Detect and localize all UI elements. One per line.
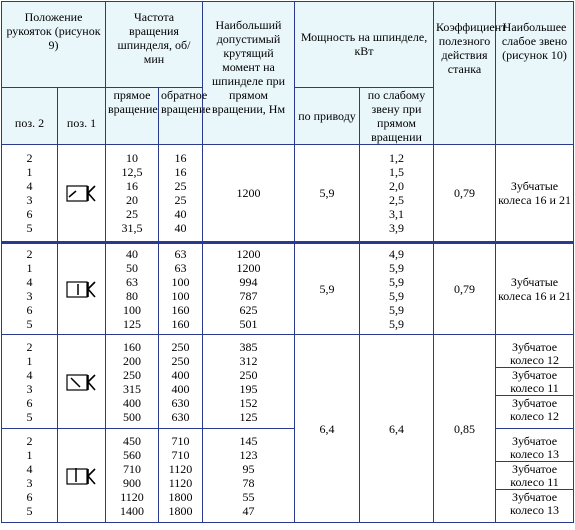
lever-up-icon — [65, 465, 99, 487]
group4-weak-links — [496, 429, 574, 523]
lever-vertical-icon — [65, 278, 99, 300]
cell-value: 125 — [123, 317, 141, 331]
cell-value: 250 — [239, 367, 258, 382]
group34-power-weak: 6,4 — [360, 335, 434, 523]
cell-value: 63 — [126, 275, 138, 289]
cell-value: 40 — [174, 207, 187, 221]
cell-value: 25 — [174, 179, 187, 193]
cell-value: 40 — [174, 221, 187, 235]
cell-value: 145 — [239, 433, 258, 448]
cell-value: 630 — [171, 395, 190, 410]
header-weakest-link — [496, 2, 574, 145]
header-max-torque — [203, 2, 295, 145]
group4-torque — [203, 429, 295, 523]
weak-link-item: Зубчатое колесо 12 — [496, 340, 573, 368]
group3-forward — [106, 335, 159, 429]
group4-reverse — [159, 429, 203, 523]
cell-value: 5,9 — [389, 275, 404, 289]
group1-power-weak — [360, 145, 434, 243]
cell-value: 3 — [26, 193, 33, 207]
cell-value: 47 — [242, 503, 255, 518]
group2-forward — [106, 243, 159, 335]
cell-value: 152 — [239, 395, 258, 410]
lever-down-left-icon — [65, 371, 99, 393]
cell-value: 78 — [242, 475, 255, 490]
group3-reverse — [159, 335, 203, 429]
cell-value: 710 — [123, 461, 141, 476]
cell-value: 625 — [239, 303, 258, 317]
group1-torque: 1200 — [203, 145, 295, 243]
spindle-speed-table — [1, 1, 574, 523]
cell-value: 710 — [171, 447, 190, 462]
group2-pos2 — [2, 243, 58, 335]
cell-value: 315 — [123, 381, 141, 396]
cell-value: 1200 — [236, 247, 261, 261]
group4-lever — [58, 429, 106, 523]
cell-value: 3 — [26, 381, 33, 396]
group3-lever — [58, 335, 106, 429]
cell-value: 5,9 — [389, 317, 404, 331]
weak-link-item: Зубчатое колесо 13 — [496, 434, 573, 462]
group1-weak-link: Зубчатые колеса 16 и 21 — [496, 145, 574, 243]
cell-value: 6 — [26, 489, 33, 504]
cell-value: 560 — [123, 447, 141, 462]
header-pos2-text: поз. 2 — [14, 116, 45, 130]
cell-value: 10 — [126, 151, 138, 165]
cell-value: 200 — [123, 353, 141, 368]
cell-value: 2 — [26, 247, 33, 261]
cell-value: 2,0 — [389, 179, 404, 193]
cell-value: 1,5 — [389, 165, 404, 179]
cell-value: 50 — [126, 261, 138, 275]
header-reverse — [159, 88, 211, 145]
cell-value: 4 — [26, 461, 33, 476]
cell-value: 5 — [26, 503, 33, 518]
cell-value: 400 — [123, 395, 141, 410]
cell-value: 400 — [171, 367, 190, 382]
header-max-torque-text: Наибольший допустимый крутящий момент на шпинделе при прямом вращении, Нм — [211, 18, 286, 116]
cell-value: 4 — [26, 275, 33, 289]
cell-value: 1,2 — [389, 151, 404, 165]
cell-value: 6 — [26, 303, 33, 317]
header-forward — [106, 88, 159, 145]
cell-value: 250 — [171, 339, 190, 354]
header-handle-position-text: Положение рукояток (рисунок 9) — [6, 10, 101, 52]
group2-lever — [58, 243, 106, 335]
group2-reverse — [159, 243, 203, 335]
cell-value: 3 — [26, 289, 33, 303]
cell-value: 501 — [239, 317, 258, 331]
group4-pos2 — [2, 429, 58, 523]
lever-up-right-icon — [65, 182, 99, 204]
cell-value: 31,5 — [121, 221, 143, 235]
cell-value: 20 — [126, 193, 138, 207]
group1-reverse — [159, 145, 203, 243]
cell-value: 5 — [26, 409, 33, 424]
header-handle-position — [2, 2, 106, 88]
cell-value: 100 — [171, 275, 190, 289]
cell-value: 25 — [174, 193, 187, 207]
group4-forward — [106, 429, 159, 523]
cell-value: 6 — [26, 207, 33, 221]
cell-value: 1 — [26, 447, 33, 462]
cell-value: 1 — [26, 353, 33, 368]
cell-value: 3 — [26, 475, 33, 490]
cell-value: 40 — [126, 247, 138, 261]
cell-value: 6 — [26, 395, 33, 410]
cell-value: 160 — [171, 317, 190, 331]
cell-value: 5 — [26, 221, 33, 235]
cell-value: 16 — [174, 165, 187, 179]
group2-power-drive: 5,9 — [295, 243, 360, 335]
cell-value: 1120 — [168, 461, 193, 476]
header-power — [295, 2, 434, 88]
group1-pos2 — [2, 145, 58, 243]
group1-lever — [58, 145, 106, 243]
header-forward-text: прямое вращение — [108, 88, 158, 116]
group34-power-drive: 6,4 — [295, 335, 360, 523]
cell-value: 1120 — [168, 475, 193, 490]
cell-value: 95 — [242, 461, 255, 476]
header-reverse-text: обратное вращение — [161, 88, 211, 116]
header-spindle-freq-text: Частота вращения шпинделя, об/мин — [117, 10, 191, 66]
cell-value: 250 — [123, 367, 141, 382]
header-pos1 — [58, 88, 106, 145]
header-by-weak-link — [360, 88, 434, 145]
cell-value: 16 — [126, 179, 138, 193]
group2-efficiency: 0,79 — [434, 243, 496, 335]
cell-value: 195 — [239, 381, 258, 396]
header-efficiency-text: Коэффициент полезного действия станка — [436, 20, 507, 76]
weak-link-item: Зубчатое колесо 12 — [510, 395, 560, 423]
cell-value: 4 — [26, 367, 33, 382]
group3-torque — [203, 335, 295, 429]
header-by-drive — [295, 88, 360, 145]
weak-link-item: Зубчатое колесо 11 — [496, 368, 573, 396]
cell-value: 160 — [123, 339, 141, 354]
cell-value: 63 — [174, 247, 187, 261]
group2-weak-link: Зубчатые колеса 16 и 21 — [496, 243, 574, 335]
cell-value: 5,9 — [389, 261, 404, 275]
cell-value: 4,9 — [389, 247, 404, 261]
cell-value: 1400 — [120, 503, 144, 518]
cell-value: 16 — [174, 151, 187, 165]
header-pos1-text: поз. 1 — [66, 116, 97, 130]
cell-value: 100 — [123, 303, 141, 317]
group1-efficiency: 0,79 — [434, 145, 496, 243]
cell-value: 55 — [242, 489, 255, 504]
cell-value: 1200 — [236, 261, 261, 275]
cell-value: 787 — [239, 289, 258, 303]
group34-efficiency: 0,85 — [434, 335, 496, 523]
cell-value: 63 — [174, 261, 187, 275]
group1-forward — [106, 145, 159, 243]
header-weakest-link-text: Наибольшее слабое звено (рисунок 10) — [501, 20, 568, 62]
cell-value: 5,9 — [389, 303, 404, 317]
cell-value: 2 — [26, 151, 33, 165]
cell-value: 450 — [123, 433, 141, 448]
cell-value: 123 — [239, 447, 258, 462]
cell-value: 2 — [26, 433, 33, 448]
cell-value: 400 — [171, 381, 190, 396]
cell-value: 3,9 — [389, 221, 404, 235]
group2-power-weak — [360, 243, 434, 335]
cell-value: 4 — [26, 179, 33, 193]
cell-value: 994 — [239, 275, 258, 289]
cell-value: 125 — [239, 409, 258, 424]
cell-value: 160 — [171, 303, 190, 317]
weak-link-item: Зубчатое колесо 11 — [496, 462, 573, 490]
group2-torque — [203, 243, 295, 335]
cell-value: 900 — [123, 475, 141, 490]
cell-value: 5 — [26, 317, 33, 331]
group3-pos2 — [2, 335, 58, 429]
cell-value: 100 — [171, 289, 190, 303]
cell-value: 1 — [26, 261, 33, 275]
cell-value: 5,9 — [389, 289, 404, 303]
group3-weak-links — [496, 335, 574, 429]
cell-value: 1800 — [168, 489, 193, 504]
cell-value: 630 — [171, 409, 190, 424]
header-by-drive-text: по приводу — [298, 109, 356, 123]
weak-link-item: Зубчатое колесо 13 — [510, 489, 560, 517]
header-spindle-freq — [106, 2, 203, 88]
cell-value: 312 — [239, 353, 258, 368]
cell-value: 710 — [171, 433, 190, 448]
header-power-text: Мощность на шпинделе, кВт — [300, 30, 428, 58]
cell-value: 1 — [26, 165, 33, 179]
group1-power-drive: 5,9 — [295, 145, 360, 243]
cell-value: 2,5 — [389, 193, 404, 207]
cell-value: 1800 — [168, 503, 193, 518]
header-by-weak-link-text: по слабому звену при прямом вращении — [367, 88, 426, 144]
cell-value: 500 — [123, 409, 141, 424]
cell-value: 3,1 — [389, 207, 404, 221]
cell-value: 2 — [26, 339, 33, 354]
cell-value: 80 — [126, 289, 138, 303]
cell-value: 385 — [239, 339, 258, 354]
cell-value: 1120 — [120, 489, 144, 504]
cell-value: 25 — [126, 207, 138, 221]
cell-value: 12,5 — [121, 165, 143, 179]
header-pos2 — [2, 88, 58, 145]
header-efficiency — [434, 2, 507, 145]
cell-value: 250 — [171, 353, 190, 368]
